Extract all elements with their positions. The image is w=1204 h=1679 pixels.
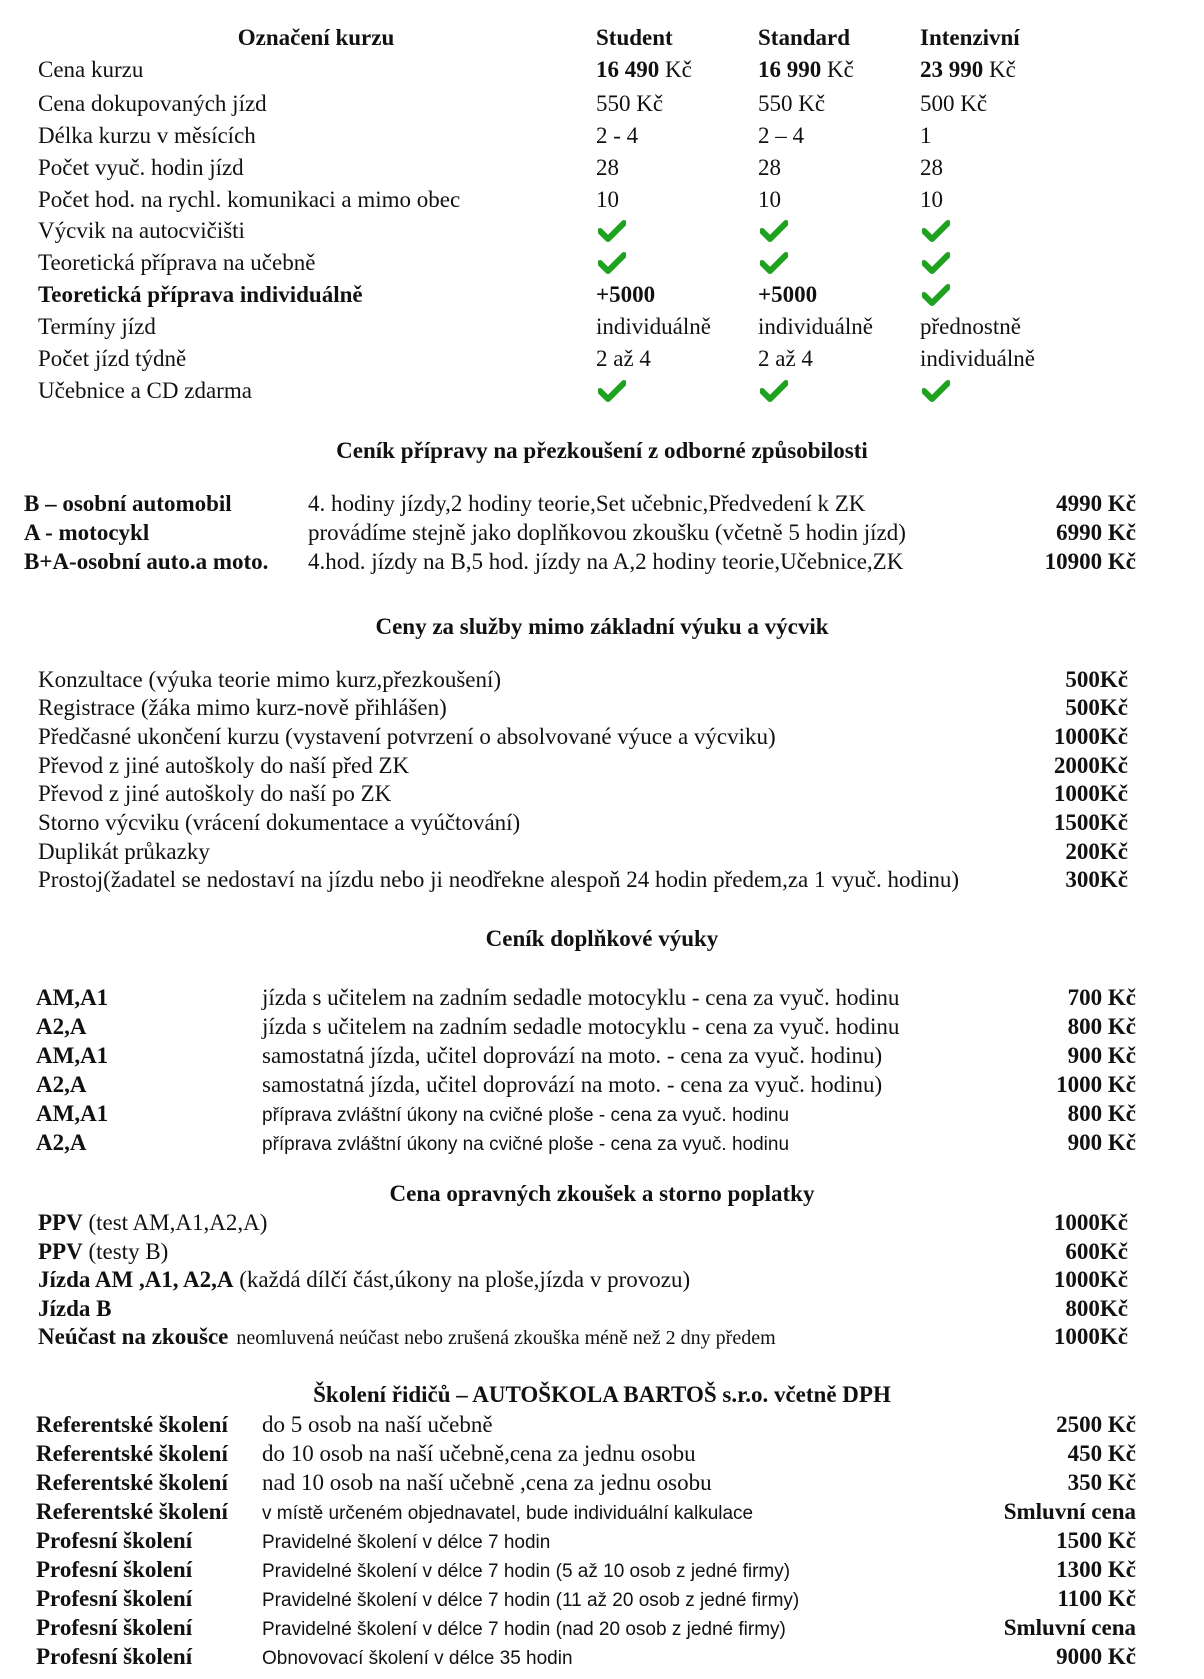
row-price: 200Kč — [1065, 839, 1128, 864]
row-price: 1000Kč — [1053, 1210, 1128, 1235]
section-title: Ceny za služby mimo základní výuku a výcvik — [375, 614, 829, 639]
exam-fee-label: Neúčast na zkoušce — [38, 1324, 229, 1349]
exam-fee-description: (testy B) — [82, 1239, 169, 1264]
exam-fee-row — [38, 1209, 267, 1237]
row-price: 900 Kč — [1067, 1130, 1136, 1155]
exam-fee-description: neomluvená neúčast nebo zrušená zkouška méně než 2 dny předem — [236, 1327, 776, 1349]
course-row-label: Cena dokupovaných jízd — [38, 91, 267, 116]
row-price: 600Kč — [1065, 1239, 1128, 1264]
exam-fee-label: PPV — [38, 1239, 83, 1264]
exam-fee-description: (test AM,A1,A2,A) — [82, 1210, 268, 1235]
course-row-label: Učebnice a CD zdarma — [38, 378, 252, 403]
section-title: Ceník přípravy na přezkoušení z odborné způsobilosti — [336, 438, 868, 463]
exam-fee-label: Jízda AM ,A1, A2,A — [38, 1267, 234, 1292]
row-description: do 10 osob na naší učebně,cena za jednu osobu — [262, 1441, 696, 1466]
course-row-label: Teoretická příprava individuálně — [38, 282, 363, 307]
row-price: 4990 Kč — [1056, 491, 1136, 516]
row-price: 800 Kč — [1067, 1014, 1136, 1039]
row-description: 4.hod. jízdy na B,5 hod. jízdy na A,2 hodiny teorie,Učebnice,ZK — [308, 549, 904, 574]
row-label: A2,A — [36, 1014, 87, 1039]
row-description: Obnovovací školení v délce 35 hodin — [262, 1648, 573, 1669]
exam-fee-label: Jízda B — [38, 1296, 112, 1321]
course-price-amount: 16 490 — [596, 57, 660, 82]
row-description: 4. hodiny jízdy,2 hodiny teorie,Set učebnic,Předvedení k ZK — [308, 491, 866, 516]
row-price: 900 Kč — [1067, 1043, 1136, 1068]
course-cell: 28 — [596, 155, 619, 180]
row-label: AM,A1 — [36, 1101, 109, 1126]
course-cell: 550 Kč — [758, 91, 826, 116]
row-label: B – osobní automobil — [24, 491, 232, 516]
row-description: Duplikát průkazky — [38, 839, 210, 864]
course-cell: 2 až 4 — [596, 346, 651, 371]
row-price: 450 Kč — [1067, 1441, 1136, 1466]
course-price-unit: Kč — [659, 57, 692, 82]
exam-fee-row — [38, 1266, 690, 1294]
row-description: Pravidelné školení v délce 7 hodin — [262, 1532, 551, 1553]
row-price: 1000Kč — [1053, 1267, 1128, 1292]
row-description: do 5 osob na naší učebně — [262, 1412, 493, 1437]
course-row-label: Cena kurzu — [38, 57, 144, 82]
row-price: 1000Kč — [1053, 724, 1128, 749]
course-price-amount: 23 990 — [920, 57, 984, 82]
row-price: 1500Kč — [1053, 810, 1128, 835]
row-price: 800Kč — [1065, 1296, 1128, 1321]
course-cell: individuálně — [758, 314, 873, 339]
row-price: 300Kč — [1065, 867, 1128, 892]
row-price: 500Kč — [1065, 667, 1128, 692]
row-label: Referentské školení — [36, 1470, 228, 1495]
row-label: AM,A1 — [36, 985, 109, 1010]
row-description: Storno výcviku (vrácení dokumentace a vyúčtování) — [38, 810, 521, 835]
exam-fee-label: PPV — [38, 1210, 83, 1235]
row-description: nad 10 osob na naší učebně ,cena za jednu osobu — [262, 1470, 712, 1495]
row-description: v místě určeném objednavatel, bude individuální kalkulace — [262, 1503, 754, 1524]
row-label: Referentské školení — [36, 1412, 228, 1437]
course-price — [758, 56, 854, 84]
row-label: Referentské školení — [36, 1441, 228, 1466]
course-table-header-label: Označení kurzu — [237, 25, 395, 50]
row-description: Předčasné ukončení kurzu (vystavení potvrzení o absolvované výuce a výcviku) — [38, 724, 776, 749]
exam-fee-description: (každá dílčí část,úkony na ploše,jízda v provozu) — [233, 1267, 691, 1292]
section-title: Cena opravných zkoušek a storno poplatky — [389, 1181, 815, 1206]
row-description: samostatná jízda, učitel doprovází na moto. - cena za vyuč. hodinu) — [262, 1043, 883, 1068]
row-label: Profesní školení — [36, 1528, 193, 1553]
row-price: 1500 Kč — [1056, 1528, 1136, 1553]
course-column-header: Student — [596, 25, 673, 50]
row-price: 2500 Kč — [1056, 1412, 1136, 1437]
row-price: 1000Kč — [1053, 781, 1128, 806]
row-price: 700 Kč — [1067, 985, 1136, 1010]
row-label: Referentské školení — [36, 1499, 228, 1524]
check-icon — [922, 220, 950, 242]
course-row-label: Výcvik na autocvičišti — [38, 218, 245, 243]
row-price: 350 Kč — [1067, 1470, 1136, 1495]
course-cell: 550 Kč — [596, 91, 664, 116]
row-label: A2,A — [36, 1072, 87, 1097]
check-icon — [598, 380, 626, 402]
row-description: Prostoj(žadatel se nedostaví na jízdu nebo ji neodřekne alespoň 24 hodin předem,za 1 vyuč. hodinu) — [38, 867, 960, 892]
row-price: 1100 Kč — [1057, 1586, 1136, 1611]
row-price: Smluvní cena — [1003, 1499, 1136, 1524]
row-description: Pravidelné školení v délce 7 hodin (5 až 10 osob z jedné firmy) — [262, 1561, 791, 1582]
course-column-header: Intenzivní — [920, 25, 1020, 50]
row-description: provádíme stejně jako doplňkovou zkoušku (včetně 5 hodin jízd) — [308, 520, 906, 545]
row-label: AM,A1 — [36, 1043, 109, 1068]
course-cell: 10 — [596, 187, 619, 212]
course-cell: 28 — [758, 155, 781, 180]
course-cell: +5000 — [758, 282, 818, 307]
row-description: samostatná jízda, učitel doprovází na moto. - cena za vyuč. hodinu) — [262, 1072, 883, 1097]
course-cell: 500 Kč — [920, 91, 988, 116]
exam-fee-row — [38, 1323, 776, 1352]
course-row-label: Teoretická příprava na učebně — [38, 250, 316, 275]
course-cell: 2 - 4 — [596, 123, 639, 148]
row-price: 2000Kč — [1053, 753, 1128, 778]
course-row-label: Počet hod. na rychl. komunikaci a mimo obec — [38, 187, 461, 212]
row-label: Profesní školení — [36, 1557, 193, 1582]
check-icon — [922, 284, 950, 306]
check-icon — [760, 220, 788, 242]
course-row-label: Počet vyuč. hodin jízd — [38, 155, 244, 180]
check-icon — [598, 252, 626, 274]
row-price: 6990 Kč — [1056, 520, 1136, 545]
course-price-unit: Kč — [821, 57, 854, 82]
course-row-label: Počet jízd týdně — [38, 346, 187, 371]
row-price: 10900 Kč — [1044, 549, 1136, 574]
row-description: jízda s učitelem na zadním sedadle motocyklu - cena za vyuč. hodinu — [262, 985, 900, 1010]
row-description: příprava zvláštní úkony na cvičné ploše - cena za vyuč. hodinu — [262, 1134, 790, 1155]
row-price: 9000 Kč — [1056, 1644, 1136, 1669]
row-description: Převod z jiné autoškoly do naší po ZK — [38, 781, 392, 806]
check-icon — [598, 220, 626, 242]
row-label: A - motocykl — [24, 520, 150, 545]
row-label: Profesní školení — [36, 1586, 193, 1611]
course-cell: 10 — [920, 187, 943, 212]
row-price: 1000Kč — [1053, 1324, 1128, 1349]
course-cell: 2 až 4 — [758, 346, 813, 371]
row-price: Smluvní cena — [1003, 1615, 1136, 1640]
course-price-unit: Kč — [983, 57, 1016, 82]
course-price — [920, 56, 1016, 84]
course-price — [596, 56, 692, 84]
check-icon — [922, 252, 950, 274]
course-row-label: Délka kurzu v měsících — [38, 123, 256, 148]
course-cell: 2 – 4 — [758, 123, 804, 148]
row-description: Pravidelné školení v délce 7 hodin (nad 20 osob z jedné firmy) — [262, 1619, 786, 1640]
row-description: Registrace (žáka mimo kurz-nově přihlášen) — [38, 695, 447, 720]
row-price: 800 Kč — [1067, 1101, 1136, 1126]
course-row-label: Termíny jízd — [38, 314, 156, 339]
course-cell: individuálně — [920, 346, 1035, 371]
row-price: 1000 Kč — [1056, 1072, 1136, 1097]
row-label: A2,A — [36, 1130, 87, 1155]
section-title: Ceník doplňkové výuky — [485, 926, 719, 951]
exam-fee-row — [38, 1238, 168, 1266]
row-price: 500Kč — [1065, 695, 1128, 720]
course-cell: +5000 — [596, 282, 656, 307]
course-cell: individuálně — [596, 314, 711, 339]
check-icon — [922, 380, 950, 402]
course-cell: 1 — [920, 123, 932, 148]
row-price: 1300 Kč — [1056, 1557, 1136, 1582]
row-description: Pravidelné školení v délce 7 hodin (11 až 20 osob z jedné firmy) — [262, 1590, 800, 1611]
row-label: Profesní školení — [36, 1644, 193, 1669]
row-label: Profesní školení — [36, 1615, 193, 1640]
row-description: příprava zvláštní úkony na cvičné ploše - cena za vyuč. hodinu — [262, 1105, 790, 1126]
row-description: jízda s učitelem na zadním sedadle motocyklu - cena za vyuč. hodinu — [262, 1014, 900, 1039]
row-description: Konzultace (výuka teorie mimo kurz,přezkoušení) — [38, 667, 502, 692]
check-icon — [760, 380, 788, 402]
course-cell: 28 — [920, 155, 943, 180]
row-description: Převod z jiné autoškoly do naší před ZK — [38, 753, 410, 778]
course-column-header: Standard — [758, 25, 851, 50]
exam-fee-row — [38, 1295, 111, 1323]
section-title: Školení řidičů – AUTOŠKOLA BARTOŠ s.r.o. včetně DPH — [313, 1382, 891, 1407]
course-price-amount: 16 990 — [758, 57, 822, 82]
row-label: B+A-osobní auto.a moto. — [24, 549, 269, 574]
check-icon — [760, 252, 788, 274]
course-cell: 10 — [758, 187, 781, 212]
course-cell: přednostně — [920, 314, 1021, 339]
